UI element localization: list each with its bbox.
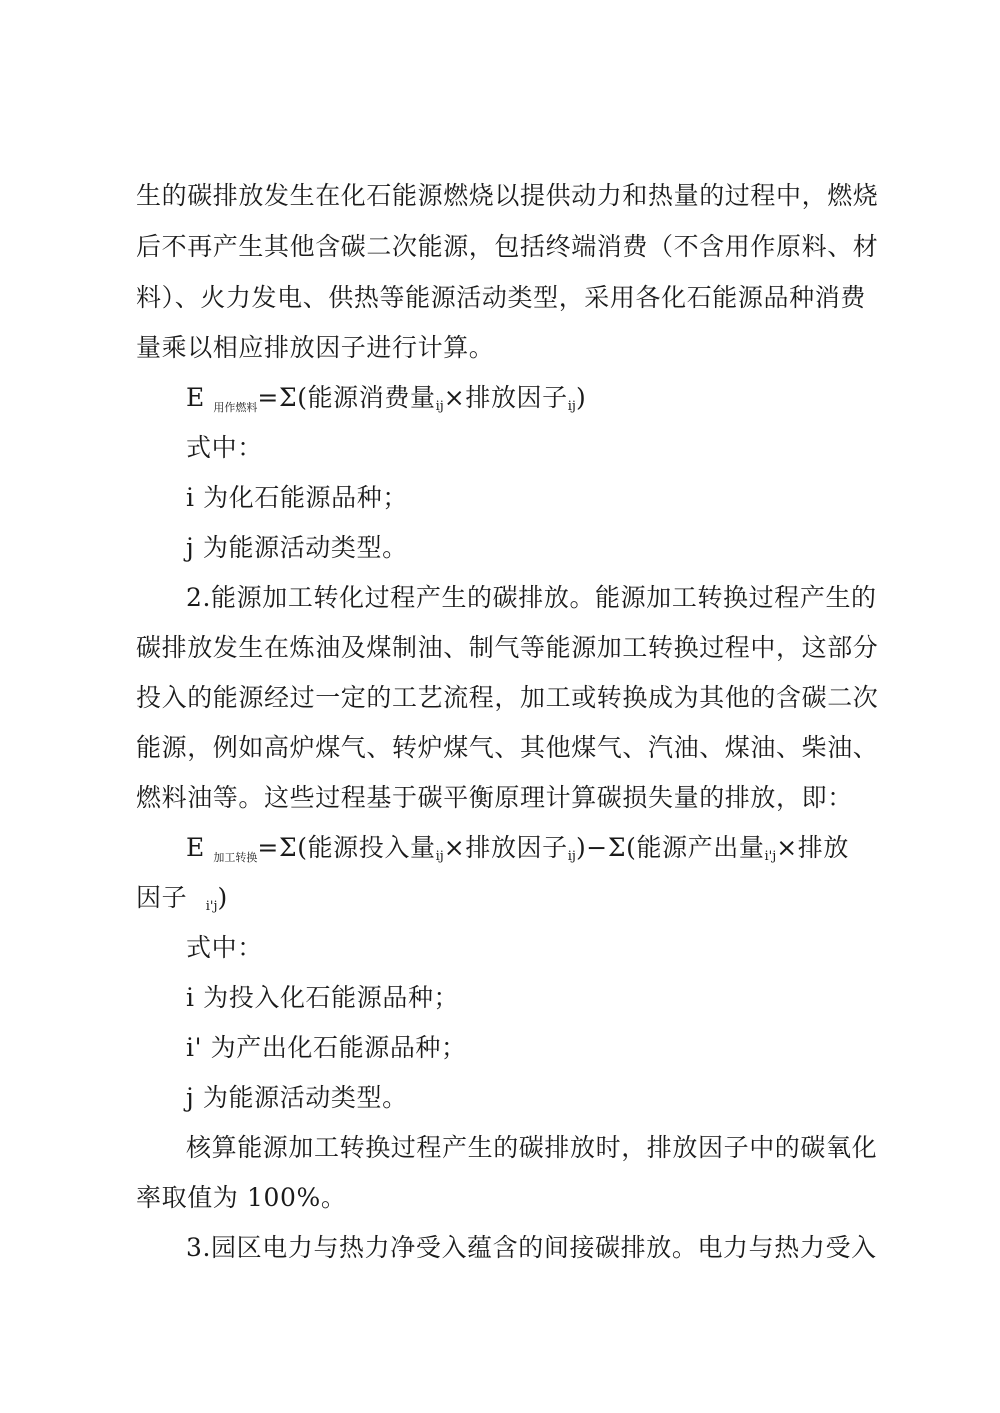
paragraph-line: 碳排放发生在炼油及煤制油、制气等能源加工转换过程中，这部分 — [136, 633, 879, 662]
formula-text: ×排放因子 — [443, 383, 568, 412]
paragraph-line: 3.园区电力与热力净受入蕴含的间接碳排放。电力与热力受入 — [186, 1233, 877, 1262]
formula-subscript: i'j — [205, 899, 218, 914]
formula-text: ×排放因子 — [443, 833, 568, 862]
formula-subscript: ij — [567, 849, 576, 864]
paragraph-line: 量乘以相应排放因子进行计算。 — [136, 333, 495, 362]
formula-subscript: ij — [567, 399, 576, 414]
where-label: 式中： — [186, 433, 263, 462]
formula-continuation — [136, 883, 866, 918]
formula-text: =Σ(能源消费量 — [257, 383, 436, 412]
formula-lhs-subscript: 加工转换 — [213, 851, 258, 864]
paragraph-line: 2.能源加工转化过程产生的碳排放。能源加工转换过程产生的 — [186, 583, 877, 612]
paragraph-line: 料）、火力发电、供热等能源活动类型，采用各化石能源品种消费 — [136, 283, 866, 312]
formula-text: )−Σ(能源产出量 — [575, 833, 765, 862]
paragraph-line: 后不再产生其他含碳二次能源，包括终端消费（不含用作原料、材 — [136, 232, 879, 261]
paragraph-line: 投入的能源经过一定的工艺流程，加工或转换成为其他的含碳二次 — [136, 683, 879, 712]
where-label: 式中： — [186, 933, 263, 962]
paragraph-line: 核算能源加工转换过程产生的碳排放时，排放因子中的碳氧化 — [186, 1133, 878, 1162]
formula-subscript: i'j — [764, 849, 777, 864]
formula-subscript: ij — [435, 399, 444, 414]
formula-fuel-combustion — [186, 383, 866, 418]
definition-line: i 为投入化石能源品种； — [186, 983, 460, 1012]
formula-text: ×排放 — [776, 833, 849, 862]
paragraph-line: 生的碳排放发生在化石能源燃烧以提供动力和热量的过程中，燃烧 — [136, 181, 879, 210]
paragraph-line: 能源，例如高炉煤气、转炉煤气、其他煤气、汽油、煤油、柴油、 — [136, 733, 879, 762]
formula-lhs-subscript: 用作燃料 — [213, 401, 258, 414]
definition-line: i 为化石能源品种； — [186, 483, 408, 512]
paragraph-line: 率取值为 100%。 — [136, 1183, 347, 1212]
formula-lhs: E — [186, 383, 205, 412]
formula-processing-conversion — [186, 833, 866, 868]
formula-subscript: ij — [435, 849, 444, 864]
formula-text: ) — [575, 383, 587, 412]
definition-line: j 为能源活动类型。 — [186, 533, 408, 562]
definition-line: i' 为产出化石能源品种； — [186, 1033, 467, 1062]
formula-text: =Σ(能源投入量 — [257, 833, 436, 862]
formula-text: ) — [217, 883, 228, 912]
formula-text: 因子 — [136, 883, 188, 912]
paragraph-line: 燃料油等。这些过程基于碳平衡原理计算碳损失量的排放，即： — [136, 783, 853, 812]
formula-lhs: E — [186, 833, 205, 862]
definition-line: j 为能源活动类型。 — [186, 1083, 408, 1112]
